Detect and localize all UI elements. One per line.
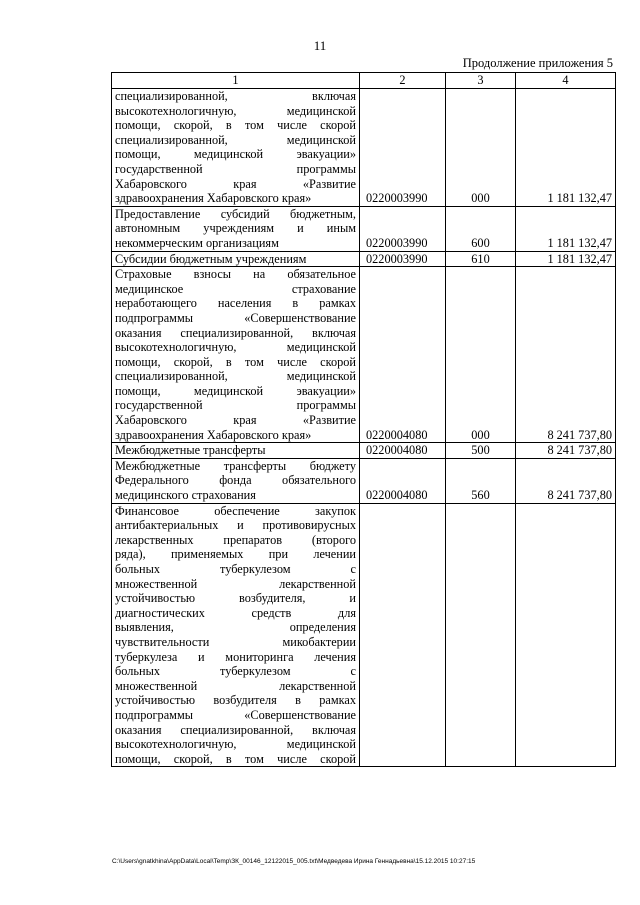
row-expense-type: [446, 503, 516, 767]
description-line: автономным учреждениям и иным: [115, 221, 356, 236]
row-amount: 1 181 132,47: [516, 89, 616, 207]
description-line: устойчивостью возбудителя в рамках: [115, 693, 356, 708]
description-line: Финансовое обеспечение закупок: [115, 503, 356, 518]
description-line: государственной программы: [115, 398, 356, 413]
row-target-code: 0220004080: [360, 443, 446, 459]
description-line: Хабаровского края «Развитие: [115, 413, 356, 428]
table-header-row: [112, 73, 616, 89]
description-line: Предоставление субсидий бюджетным,: [115, 206, 356, 221]
table-row: [112, 89, 616, 207]
description-line: государственной программы: [115, 161, 356, 176]
description-line: чувствительности микобактерии: [115, 634, 356, 649]
table-row: [112, 206, 616, 251]
row-description: [112, 89, 360, 207]
description-line: специализированной, медицинской: [115, 369, 356, 384]
row-description: [112, 503, 360, 767]
row-expense-type: 000: [446, 89, 516, 207]
row-description: [112, 443, 360, 459]
description-line: помощи, медицинской эвакуации»: [115, 383, 356, 398]
description-line: некоммерческим организациям: [115, 235, 279, 250]
description-line: антибактериальных и противовирусных: [115, 518, 356, 533]
description-line: диагностических средств для: [115, 605, 356, 620]
row-description: [112, 206, 360, 251]
table-row: [112, 251, 616, 267]
row-target-code: 0220003990: [360, 206, 446, 251]
budget-table: [111, 72, 616, 767]
row-target-code: 0220003990: [360, 251, 446, 267]
row-amount: 8 241 737,80: [516, 443, 616, 459]
row-expense-type: 000: [446, 267, 516, 443]
table-row: [112, 267, 616, 443]
description-line: Субсидии бюджетным учреждениям: [115, 251, 307, 266]
description-line: здравоохранения Хабаровского края»: [115, 191, 312, 206]
row-description: [112, 251, 360, 267]
description-line: Хабаровского края «Развитие: [115, 176, 356, 191]
description-line: Страховые взносы на обязательное: [115, 267, 356, 282]
row-target-code: 0220004080: [360, 267, 446, 443]
row-description: [112, 458, 360, 503]
description-line: специализированной, включая: [115, 89, 356, 103]
row-amount: 8 241 737,80: [516, 267, 616, 443]
table-row: [112, 458, 616, 503]
description-line: множественной лекарственной: [115, 678, 356, 693]
description-line: больных туберкулезом с: [115, 664, 356, 679]
description-line: оказания специализированной, включая: [115, 722, 356, 737]
header-col-1: 1: [112, 73, 360, 89]
table-row: [112, 503, 616, 767]
description-line: оказания специализированной, включая: [115, 325, 356, 340]
description-line: больных туберкулезом с: [115, 562, 356, 576]
description-line: медицинского страхования: [115, 488, 256, 503]
description-line: помощи, скорой, в том числе скорой: [115, 354, 356, 369]
description-line: подпрограммы «Совершенствование: [115, 310, 356, 325]
row-expense-type: 560: [446, 458, 516, 503]
description-line: высокотехнологичную, медицинской: [115, 340, 356, 355]
description-line: помощи, скорой, в том числе скорой: [115, 751, 356, 766]
description-line: Межбюджетные трансферты: [115, 443, 266, 458]
row-amount: 1 181 132,47: [516, 206, 616, 251]
description-line: устойчивостью возбудителя, и: [115, 591, 356, 606]
description-line: ряда), применяемых при лечении: [115, 547, 356, 562]
description-line: высокотехнологичную, медицинской: [115, 103, 356, 118]
description-line: лекарственных препаратов (второго: [115, 532, 356, 547]
description-line: туберкулеза и мониторинга лечения: [115, 649, 356, 664]
row-expense-type: 500: [446, 443, 516, 459]
header-col-2: 2: [360, 73, 446, 89]
row-target-code: 0220003990: [360, 89, 446, 207]
table-row: [112, 443, 616, 459]
description-line: множественной лекарственной: [115, 576, 356, 591]
description-line: Федерального фонда обязательного: [115, 473, 356, 488]
page-number: 11: [313, 38, 327, 53]
file-path-footer: C:\Users\gnatkhina\AppData\Local\Temp\ЗК_00146_12122015_005.txt\Медведева Ирина Геннадьевна\15.12.2015 10:27:15: [112, 858, 476, 865]
row-amount: 1 181 132,47: [516, 251, 616, 267]
row-target-code: 0220004080: [360, 458, 446, 503]
row-expense-type: 610: [446, 251, 516, 267]
description-line: высокотехнологичную, медицинской: [115, 737, 356, 752]
row-target-code: [360, 503, 446, 767]
header-col-4: 4: [516, 73, 616, 89]
description-line: Межбюджетные трансферты бюджету: [115, 458, 356, 473]
row-amount: [516, 503, 616, 767]
row-amount: 8 241 737,80: [516, 458, 616, 503]
description-line: специализированной, медицинской: [115, 132, 356, 147]
description-line: неработающего населения в рамках: [115, 296, 356, 311]
description-line: здравоохранения Хабаровского края»: [115, 427, 312, 442]
description-line: выявления, определения: [115, 620, 356, 635]
row-expense-type: 600: [446, 206, 516, 251]
description-line: подпрограммы «Совершенствование: [115, 707, 356, 722]
description-line: помощи, скорой, в том числе скорой: [115, 118, 356, 133]
header-col-3: 3: [446, 73, 516, 89]
continuation-label: Продолжение приложения 5: [462, 56, 613, 70]
row-description: [112, 267, 360, 443]
description-line: помощи, медицинской эвакуации»: [115, 147, 356, 162]
description-line: медицинское страхование: [115, 281, 356, 296]
